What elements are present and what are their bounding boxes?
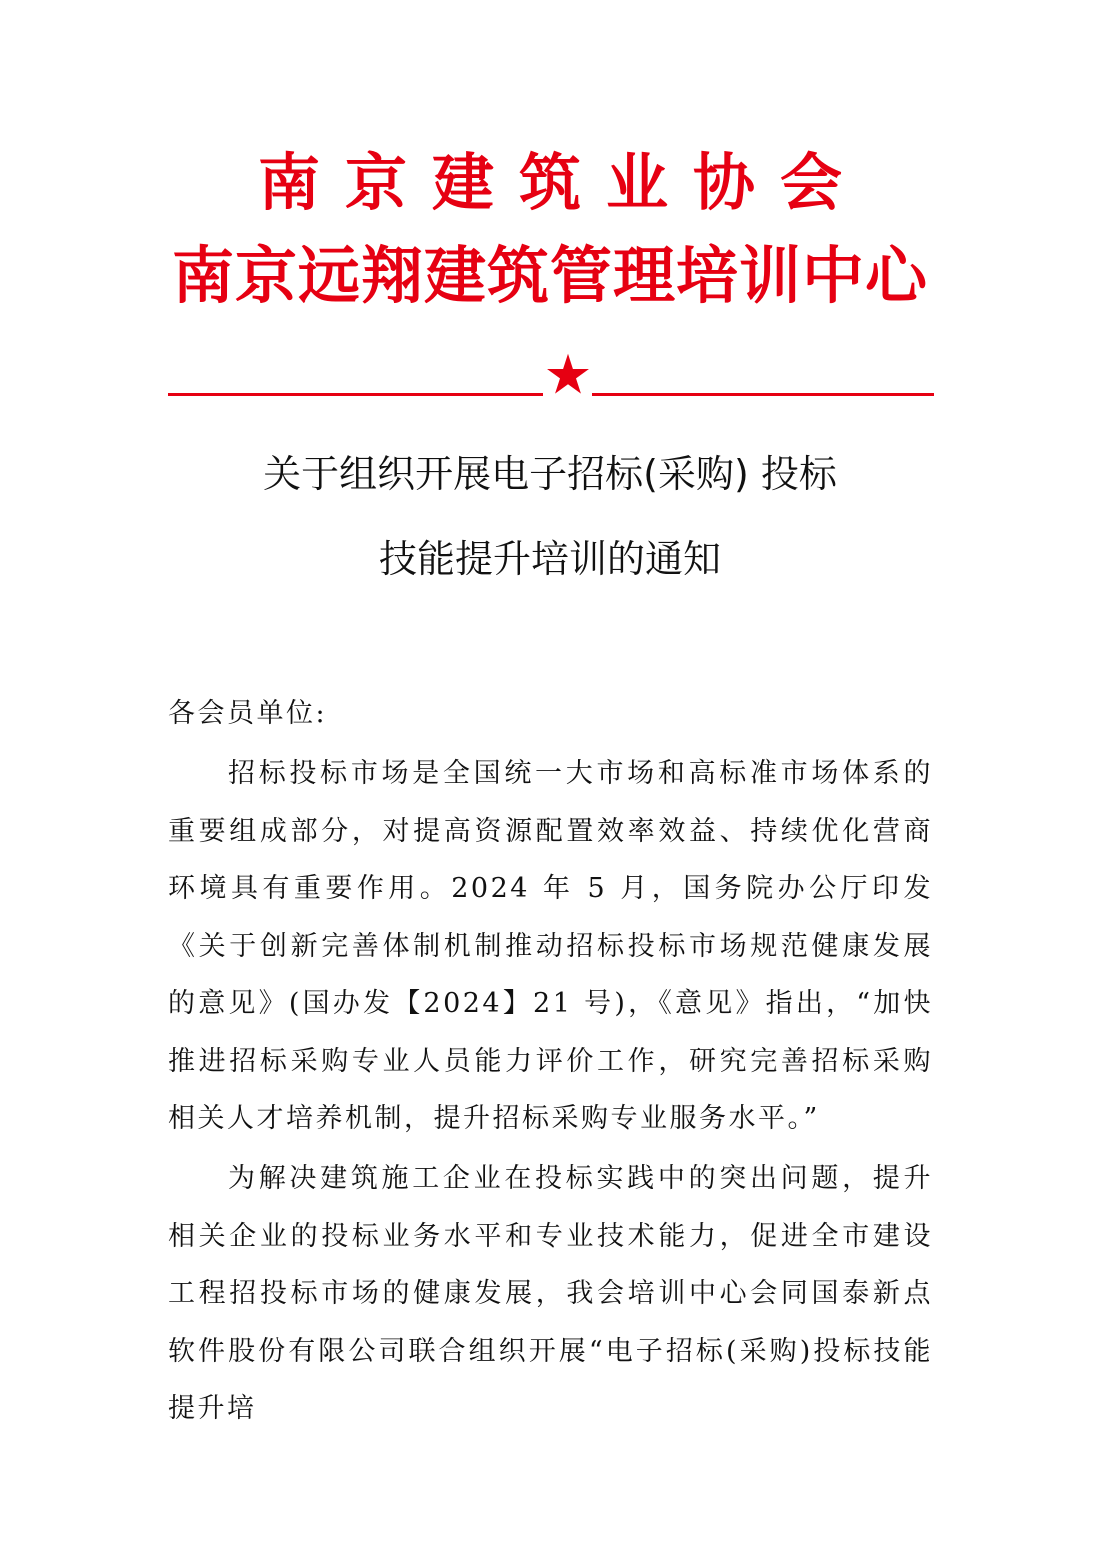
notice-title-line-1: 关于组织开展电子招标(采购) 投标 xyxy=(263,452,837,496)
divider-left xyxy=(168,393,543,396)
salutation: 各会员单位: xyxy=(168,698,328,729)
divider-right xyxy=(592,393,934,396)
org-name-primary: 南京建筑业协会 xyxy=(257,146,867,219)
star-icon xyxy=(546,352,590,396)
body-paragraph-2: 为解决建筑施工企业在投标实践中的突出问题，提升相关企业的投标业务水平和专业技术能力，促进全市建设工程招投标市场的健康发展，我会培训中心会同国泰新点软件股份有限公司联合组织开展“电子招标(采购)投标技能提升培 xyxy=(168,1163,933,1424)
body-paragraph-1: 招标投标市场是全国统一大市场和高标准市场体系的重要组成部分，对提高资源配置效率效益、持续优化营商环境具有重要作用。2024 年 5 月，国务院办公厅印发《关于创新完善体制机制推动招标投标市场规范健康发展的意见》(国办发【2024】21 号)，《意见》指出，“加快推进招标采购专业人员能力评价工作，研究完善招标采购相关人才培养机制，提升招标采购专业服务水平。” xyxy=(168,758,933,1134)
notice-title-line-2: 技能提升培训的通知 xyxy=(378,537,721,581)
org-name-secondary: 南京远翔建筑管理培训中心 xyxy=(171,239,928,312)
